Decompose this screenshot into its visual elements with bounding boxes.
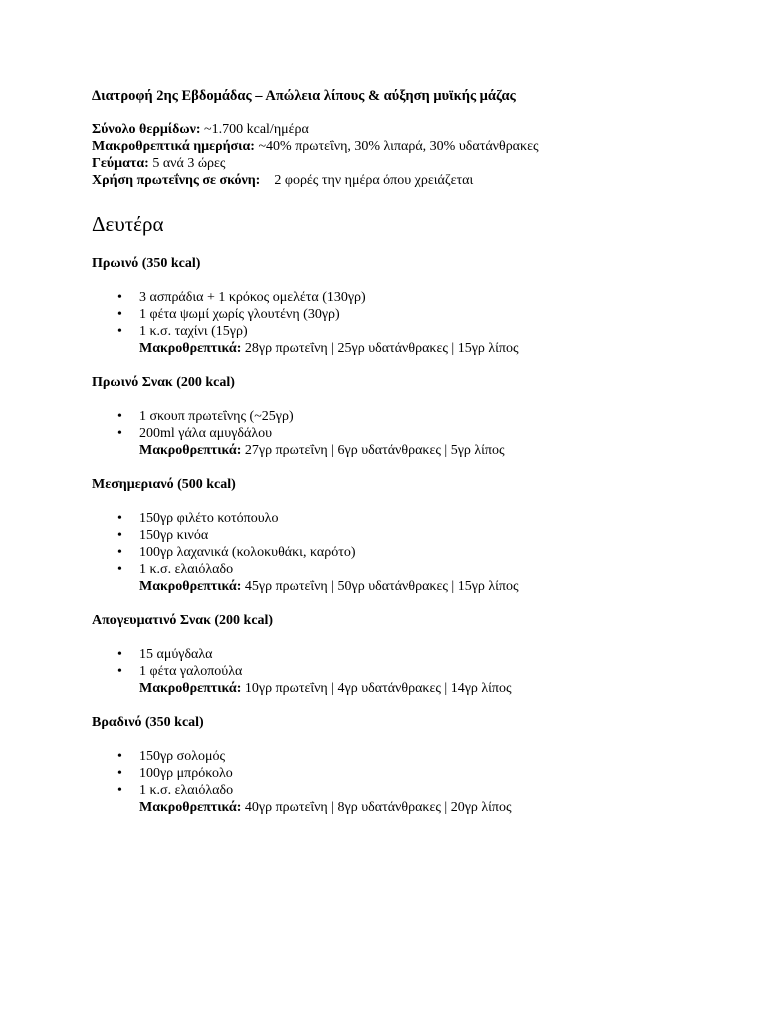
list-item-text: 15 αμύγδαλα [139,647,213,662]
summary-value: 2 φορές την ημέρα όπου χρειάζεται [274,173,474,188]
meal-macros [92,680,732,697]
macros-value: 40γρ πρωτεΐνη | 8γρ υδατάνθρακες | 20γρ λίπος [241,800,512,815]
bullet-icon: • [117,664,122,679]
summary-label: Μακροθρεπτικά ημερήσια: [92,139,255,154]
summary-protein-powder [92,172,732,189]
list-item [117,765,732,782]
day-heading: Δευτέρα [92,212,164,236]
meal-section [92,612,732,697]
meal-title: Απογευματινό Σνακ (200 kcal) [92,613,274,628]
bullet-icon: • [117,647,122,662]
macros-value: 10γρ πρωτεΐνη | 4γρ υδατάνθρακες | 14γρ λίπος [241,681,512,696]
list-item [117,323,732,340]
summary-value: ~40% πρωτεΐνη, 30% λιπαρά, 30% υδατάνθρακες [254,139,539,154]
meal-items [92,510,732,578]
list-item-text: 150γρ φιλέτο κοτόπουλο [139,511,279,526]
list-item [117,408,732,425]
macros-value: 45γρ πρωτεΐνη | 50γρ υδατάνθρακες | 15γρ λίπος [241,579,519,594]
summary-value: 5 ανά 3 ώρες [148,156,226,171]
list-item [117,748,732,765]
document-page [92,88,732,833]
list-item-text: 1 φέτα γαλοπούλα [139,664,243,679]
daily-summary [92,121,732,189]
bullet-icon: • [117,409,122,424]
meal-title: Πρωινό (350 kcal) [92,256,201,271]
meal-section [92,714,732,816]
bullet-icon: • [117,290,122,305]
meal-title: Πρωινό Σνακ (200 kcal) [92,375,235,390]
summary-label: Γεύματα: [92,156,149,171]
list-item [117,527,732,544]
meal-macros [92,799,732,816]
meal-title: Βραδινό (350 kcal) [92,715,204,730]
macros-label: Μακροθρεπτικά: [139,800,242,815]
meal-section [92,255,732,357]
macros-value: 28γρ πρωτεΐνη | 25γρ υδατάνθρακες | 15γρ λίπος [241,341,519,356]
list-item-text: 3 ασπράδια + 1 κρόκος ομελέτα (130γρ) [139,290,366,305]
bullet-icon: • [117,562,122,577]
list-item-text: 1 κ.σ. ταχίνι (15γρ) [139,324,248,339]
list-item [117,306,732,323]
list-item-text: 150γρ κινόα [139,528,209,543]
document-title: Διατροφή 2ης Εβδομάδας – Απώλεια λίπους & αύξηση μυϊκής μάζας [92,88,516,104]
summary-label: Σύνολο θερμίδων: [92,122,201,137]
macros-label: Μακροθρεπτικά: [139,341,242,356]
list-item-text: 100γρ μπρόκολο [139,766,233,781]
summary-label: Χρήση πρωτεΐνης σε σκόνη: [92,173,261,188]
meal-items [92,748,732,799]
bullet-icon: • [117,324,122,339]
list-item-text: 200ml γάλα αμυγδάλου [139,426,273,441]
summary-macros [92,138,732,155]
bullet-icon: • [117,766,122,781]
meal-items [92,646,732,680]
meal-macros [92,578,732,595]
meal-macros [92,442,732,459]
list-item [117,646,732,663]
list-item-text: 1 σκουπ πρωτεΐνης (~25γρ) [139,409,294,424]
list-item [117,289,732,306]
bullet-icon: • [117,783,122,798]
list-item-text: 100γρ λαχανικά (κολοκυθάκι, καρότο) [139,545,356,560]
bullet-icon: • [117,426,122,441]
list-item [117,663,732,680]
macros-value: 27γρ πρωτεΐνη | 6γρ υδατάνθρακες | 5γρ λίπος [241,443,505,458]
meal-section [92,374,732,459]
bullet-icon: • [117,307,122,322]
bullet-icon: • [117,749,122,764]
list-item [117,782,732,799]
macros-label: Μακροθρεπτικά: [139,579,242,594]
meals-list [92,255,732,816]
list-item-text: 150γρ σολομός [139,749,226,764]
macros-label: Μακροθρεπτικά: [139,443,242,458]
summary-calories [92,121,732,138]
list-item [117,561,732,578]
bullet-icon: • [117,545,122,560]
meal-items [92,408,732,442]
list-item-text: 1 φέτα ψωμί χωρίς γλουτένη (30γρ) [139,307,340,322]
list-item-text: 1 κ.σ. ελαιόλαδο [139,562,234,577]
meal-macros [92,340,732,357]
meal-items [92,289,732,340]
list-item [117,544,732,561]
list-item [117,425,732,442]
summary-value: ~1.700 kcal/ημέρα [200,122,309,137]
list-item [117,510,732,527]
meal-title: Μεσημεριανό (500 kcal) [92,477,236,492]
bullet-icon: • [117,528,122,543]
summary-meals [92,155,732,172]
macros-label: Μακροθρεπτικά: [139,681,242,696]
list-item-text: 1 κ.σ. ελαιόλαδο [139,783,234,798]
bullet-icon: • [117,511,122,526]
meal-section [92,476,732,595]
